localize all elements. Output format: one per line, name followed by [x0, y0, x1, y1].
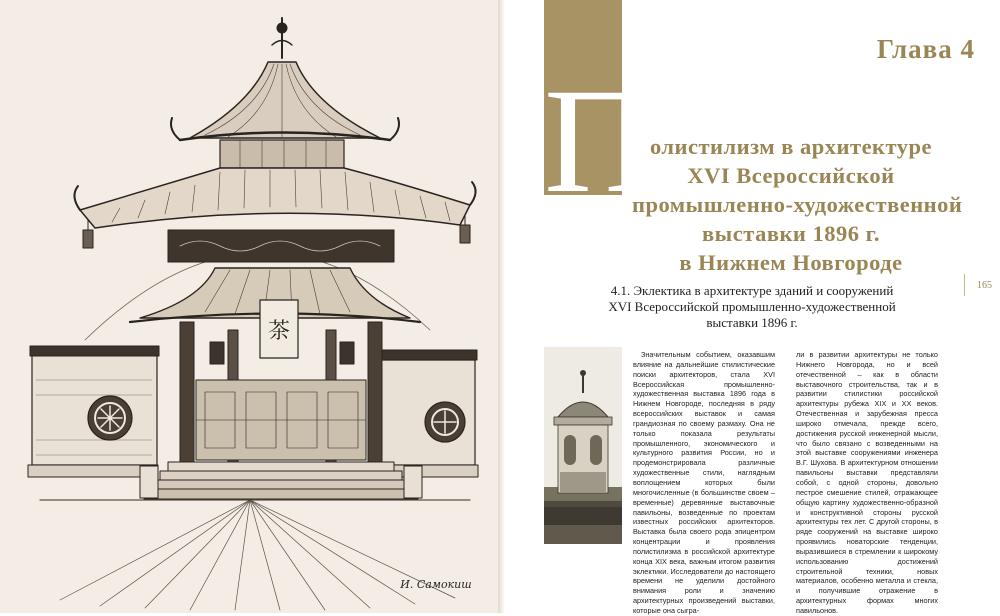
chapter-title-line: промышленно-художественной	[632, 192, 963, 217]
body-paragraph: ли в развитии архитектуры не только Нижнего Новгорода, но и всей отечественной – как в области выставочного строительства, так и в развитии стилистики российской архитектуры рубежа XIX и XX веков. Отечественная и зарубежная пресса широко отмечала, прежде всего, достижения русской инженерной мысли, что было связано с возведенными на этой выставке сооружениями инженера В.Г. Шухова. В архитектурном отношении павильоны выставки представляли собой, с одной стороны, довольно пестрое смешение стилей, отражающее общую картину художественно-образной и конструктивной стороны русской архитектуры тех лет. С другой стороны, в ряде сооружений на выставке широко проявились новаторские тенденции, выразившиеся в стремлении к широкому использованию достижений строительной техники, новых материалов, особенно металла и стекла, и получившие отражение в архитектурных формах многих павильонов.	[796, 350, 938, 615]
drop-cap-initial: П	[544, 58, 653, 224]
left-wall	[28, 346, 159, 477]
left-page-illustration	[0, 0, 500, 613]
page-number: 165	[977, 280, 992, 291]
body-column-2	[796, 350, 938, 616]
chapter-title-line: олистилизм в архитектуре	[649, 134, 933, 159]
ground-hatching	[40, 500, 470, 610]
pavilion-photo	[544, 347, 622, 544]
margin-rule	[964, 274, 965, 296]
chapter-label: Глава 4	[876, 34, 975, 64]
signboard-glyph: 茶	[267, 319, 291, 344]
upper-roof	[171, 18, 399, 168]
chapter-title	[632, 132, 963, 277]
right-page	[504, 0, 1000, 613]
stairs	[140, 462, 422, 499]
section-title-line: выставки 1896 г.	[706, 315, 798, 330]
pavilion-engraving	[0, 0, 500, 613]
main-roof	[74, 168, 475, 228]
chapter-title-line: XVI Всероссийской	[687, 163, 895, 188]
artist-signature: И. Самокиш	[400, 578, 472, 591]
body-column-1	[633, 350, 775, 616]
chapter-title-line: в Нижнем Новгороде	[679, 250, 903, 275]
section-title-line: 4.1. Эклектика в архитектуре зданий и сооружений	[610, 283, 894, 298]
section-title-line: XVI Всероссийской промышленно-художественной	[608, 299, 896, 314]
section-title	[544, 283, 960, 331]
right-wall	[378, 350, 478, 477]
chapter-title-line: выставки 1896 г.	[702, 221, 880, 246]
body-paragraph: Значительным событием, оказавшим влияние на дальнейшие стилистические поиски архитекторов, стала XVI Всероссийская промышленно-художественная выставка 1896 года в Нижнем Новгороде, последняя в ряду всероссийских выставок и самая грандиозная по своему размаху. Она не только показала результаты промышленного, экономического и культурного развития России, но и продемонстрировала различные художественные стили, наглядным воплощением которых были многочисленные (в большинстве своем – временные) деревянные выставочные павильоны, возведенные по проектам известных российских архитекторов. Выставка была своего рода эпицентром концентрации и проявления полистилизма в российской архитектуре конца XIX века, важным итогом развития эклектики. Исследователи до настоящего времени не уделили достойного внимания роли и значению архитектурных произведений выставки, которые она сыгра-	[633, 350, 775, 615]
